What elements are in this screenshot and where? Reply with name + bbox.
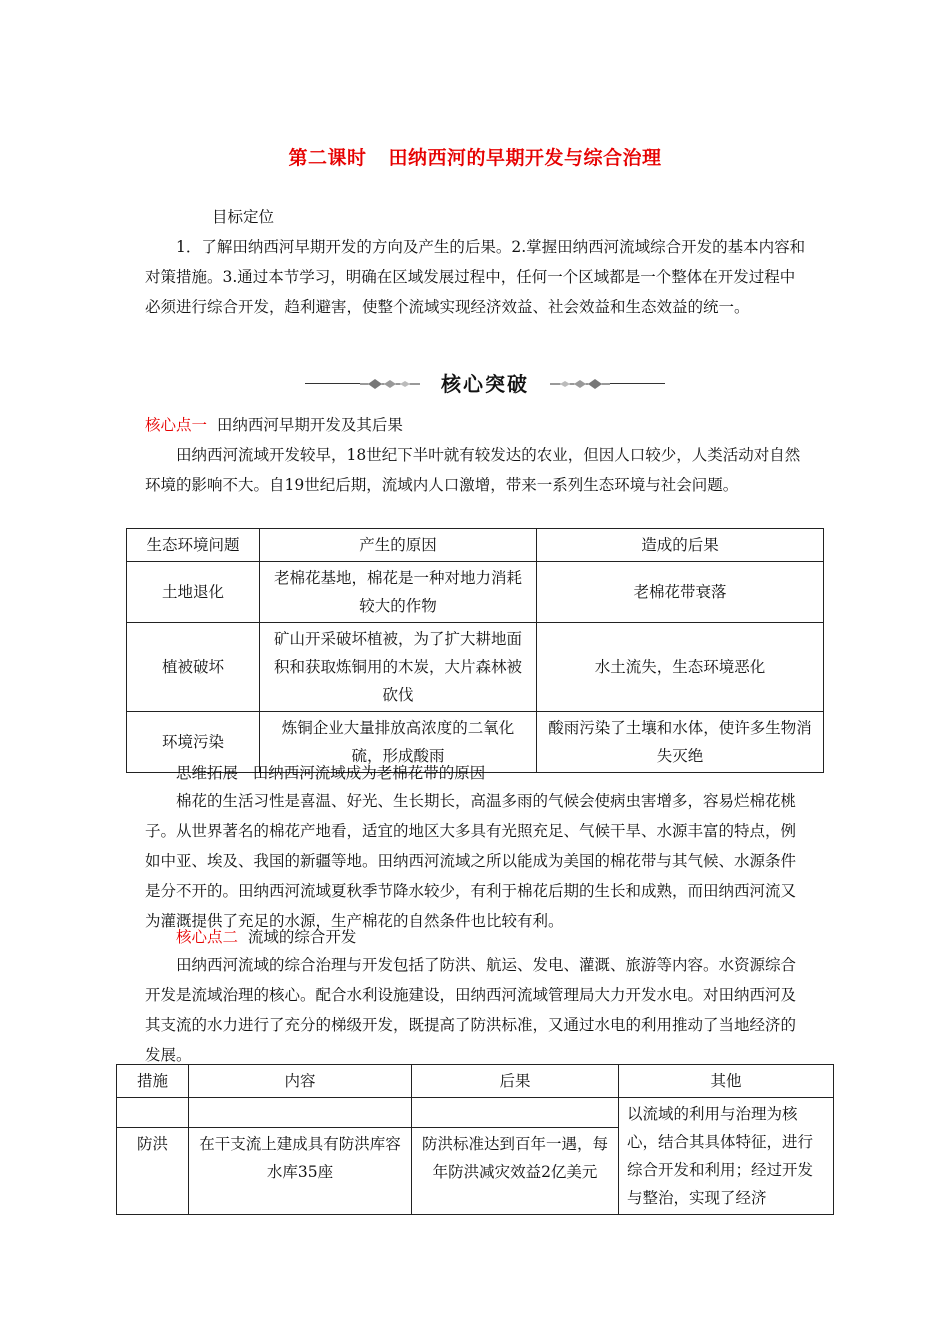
table-header-row bbox=[117, 1065, 834, 1098]
table-header-row bbox=[127, 529, 824, 562]
problem-cell: 土地退化 bbox=[127, 562, 260, 623]
problem-cell: 植被破坏 bbox=[127, 623, 260, 712]
banner-ornament-right bbox=[550, 376, 610, 392]
table-header-cell: 后果 bbox=[412, 1065, 619, 1098]
extension-label: 思维拓展 bbox=[176, 764, 239, 782]
result-cell: 防洪标准达到百年一遇，每年防洪减灾效益2亿美元 bbox=[412, 1127, 619, 1214]
objectives-heading: 目标定位 bbox=[212, 208, 275, 226]
spacer-cell bbox=[412, 1098, 619, 1128]
banner-line-left bbox=[305, 383, 360, 384]
core2-paragraph: 田纳西河流域的综合治理与开发包括了防洪、航运、发电、灌溉、旅游等内容。水资源综合开发是流域治理的核心。配合水利设施建设，田纳西河流域管理局大力开发水电。对田纳西河及其支流的水力进行了充分的梯级开发，既提高了防洪标准，又通过水电的利用推动了当地经济的发展。 bbox=[145, 956, 797, 1064]
table-header-cell: 产生的原因 bbox=[260, 529, 537, 562]
table-header-cell: 生态环境问题 bbox=[127, 529, 260, 562]
banner-line-right bbox=[610, 383, 665, 384]
table-header-cell: 其他 bbox=[619, 1065, 834, 1098]
table-header-cell: 措施 bbox=[117, 1065, 189, 1098]
core1-paragraph: 田纳西河流域开发较早，18世纪下半叶就有较发达的农业，但因人口较少，人类活动对自然环境的影响不大。自19世纪后期，流域内人口激增，带来一系列生态环境与社会问题。 bbox=[145, 446, 801, 494]
cause-cell: 老棉花基地，棉花是一种对地力消耗较大的作物 bbox=[260, 562, 537, 623]
extension-paragraph: 棉花的生活习性是喜温、好光、生长期长，高温多雨的气候会使病虫害增多，容易烂棉花桃子。从世界著名的棉花产地看，适宜的地区大多具有光照充足、气候干旱、水源丰富的特点，例如中亚、埃及、我国的新疆等地。田纳西河流域之所以能成为美国的棉花带与其气候、水源条件是分不开的。田纳西河流域夏秋季节降水较少，有利于棉花后期的生长和成熟，而田纳西河流又为灌溉提供了充足的水源，生产棉花的自然条件也比较有利。 bbox=[145, 792, 797, 930]
section-banner bbox=[305, 368, 665, 400]
core2-heading bbox=[176, 922, 841, 952]
core1-heading bbox=[145, 410, 810, 440]
core1-title: 田纳西河早期开发及其后果 bbox=[216, 416, 403, 434]
cause-cell: 矿山开采破坏植被，为了扩大耕地面积和获取炼铜用的木炭，大片森林被砍伐 bbox=[260, 623, 537, 712]
spacer-cell bbox=[117, 1098, 189, 1128]
core2-title: 流域的综合开发 bbox=[247, 928, 357, 946]
core2-label: 核心点二 bbox=[176, 928, 239, 946]
banner-title: 核心突破 bbox=[441, 372, 529, 396]
page-title bbox=[0, 143, 950, 170]
spacer-cell bbox=[189, 1098, 412, 1128]
table-header-cell: 造成的后果 bbox=[537, 529, 824, 562]
development-table bbox=[116, 1064, 834, 1215]
title-lesson: 第二课时 bbox=[288, 147, 367, 169]
ecology-table bbox=[126, 528, 824, 773]
other-cell: 以流域的利用与治理为核心，结合其具体特征，进行综合开发和利用；经过开发与整治，实现了经济 bbox=[619, 1098, 834, 1215]
effect-cell: 水土流失，生态环境恶化 bbox=[537, 623, 824, 712]
table-row bbox=[127, 623, 824, 712]
objectives-text: 1．了解田纳西河早期开发的方向及产生的后果。2.掌握田纳西河流域综合开发的基本内容和对策措施。3.通过本节学习，明确在区域发展过程中，任何一个区域都是一个整体在开发过程中必须进行综合开发，趋利避害，使整个流域实现经济效益、社会效益和生态效益的统一。 bbox=[145, 238, 806, 316]
table-spacer-row bbox=[117, 1098, 834, 1128]
effect-cell: 老棉花带衰落 bbox=[537, 562, 824, 623]
title-topic: 田纳西河的早期开发与综合治理 bbox=[388, 147, 662, 169]
core1-label: 核心点一 bbox=[145, 416, 208, 434]
table-row bbox=[127, 562, 824, 623]
banner-ornament-left bbox=[360, 376, 420, 392]
effect-cell: 酸雨污染了土壤和水体，使许多生物消失灭绝 bbox=[537, 712, 824, 773]
problem-cell: 环境污染 bbox=[127, 712, 260, 773]
measure-cell: 防洪 bbox=[117, 1127, 189, 1214]
content-cell: 在干支流上建成具有防洪库容水库35座 bbox=[189, 1127, 412, 1214]
table-header-cell: 内容 bbox=[189, 1065, 412, 1098]
cause-cell: 炼铜企业大量排放高浓度的二氧化硫，形成酸雨 bbox=[260, 712, 537, 773]
extension-title: 田纳西河流域成为老棉花带的原因 bbox=[252, 764, 486, 782]
extension-heading bbox=[176, 758, 841, 788]
